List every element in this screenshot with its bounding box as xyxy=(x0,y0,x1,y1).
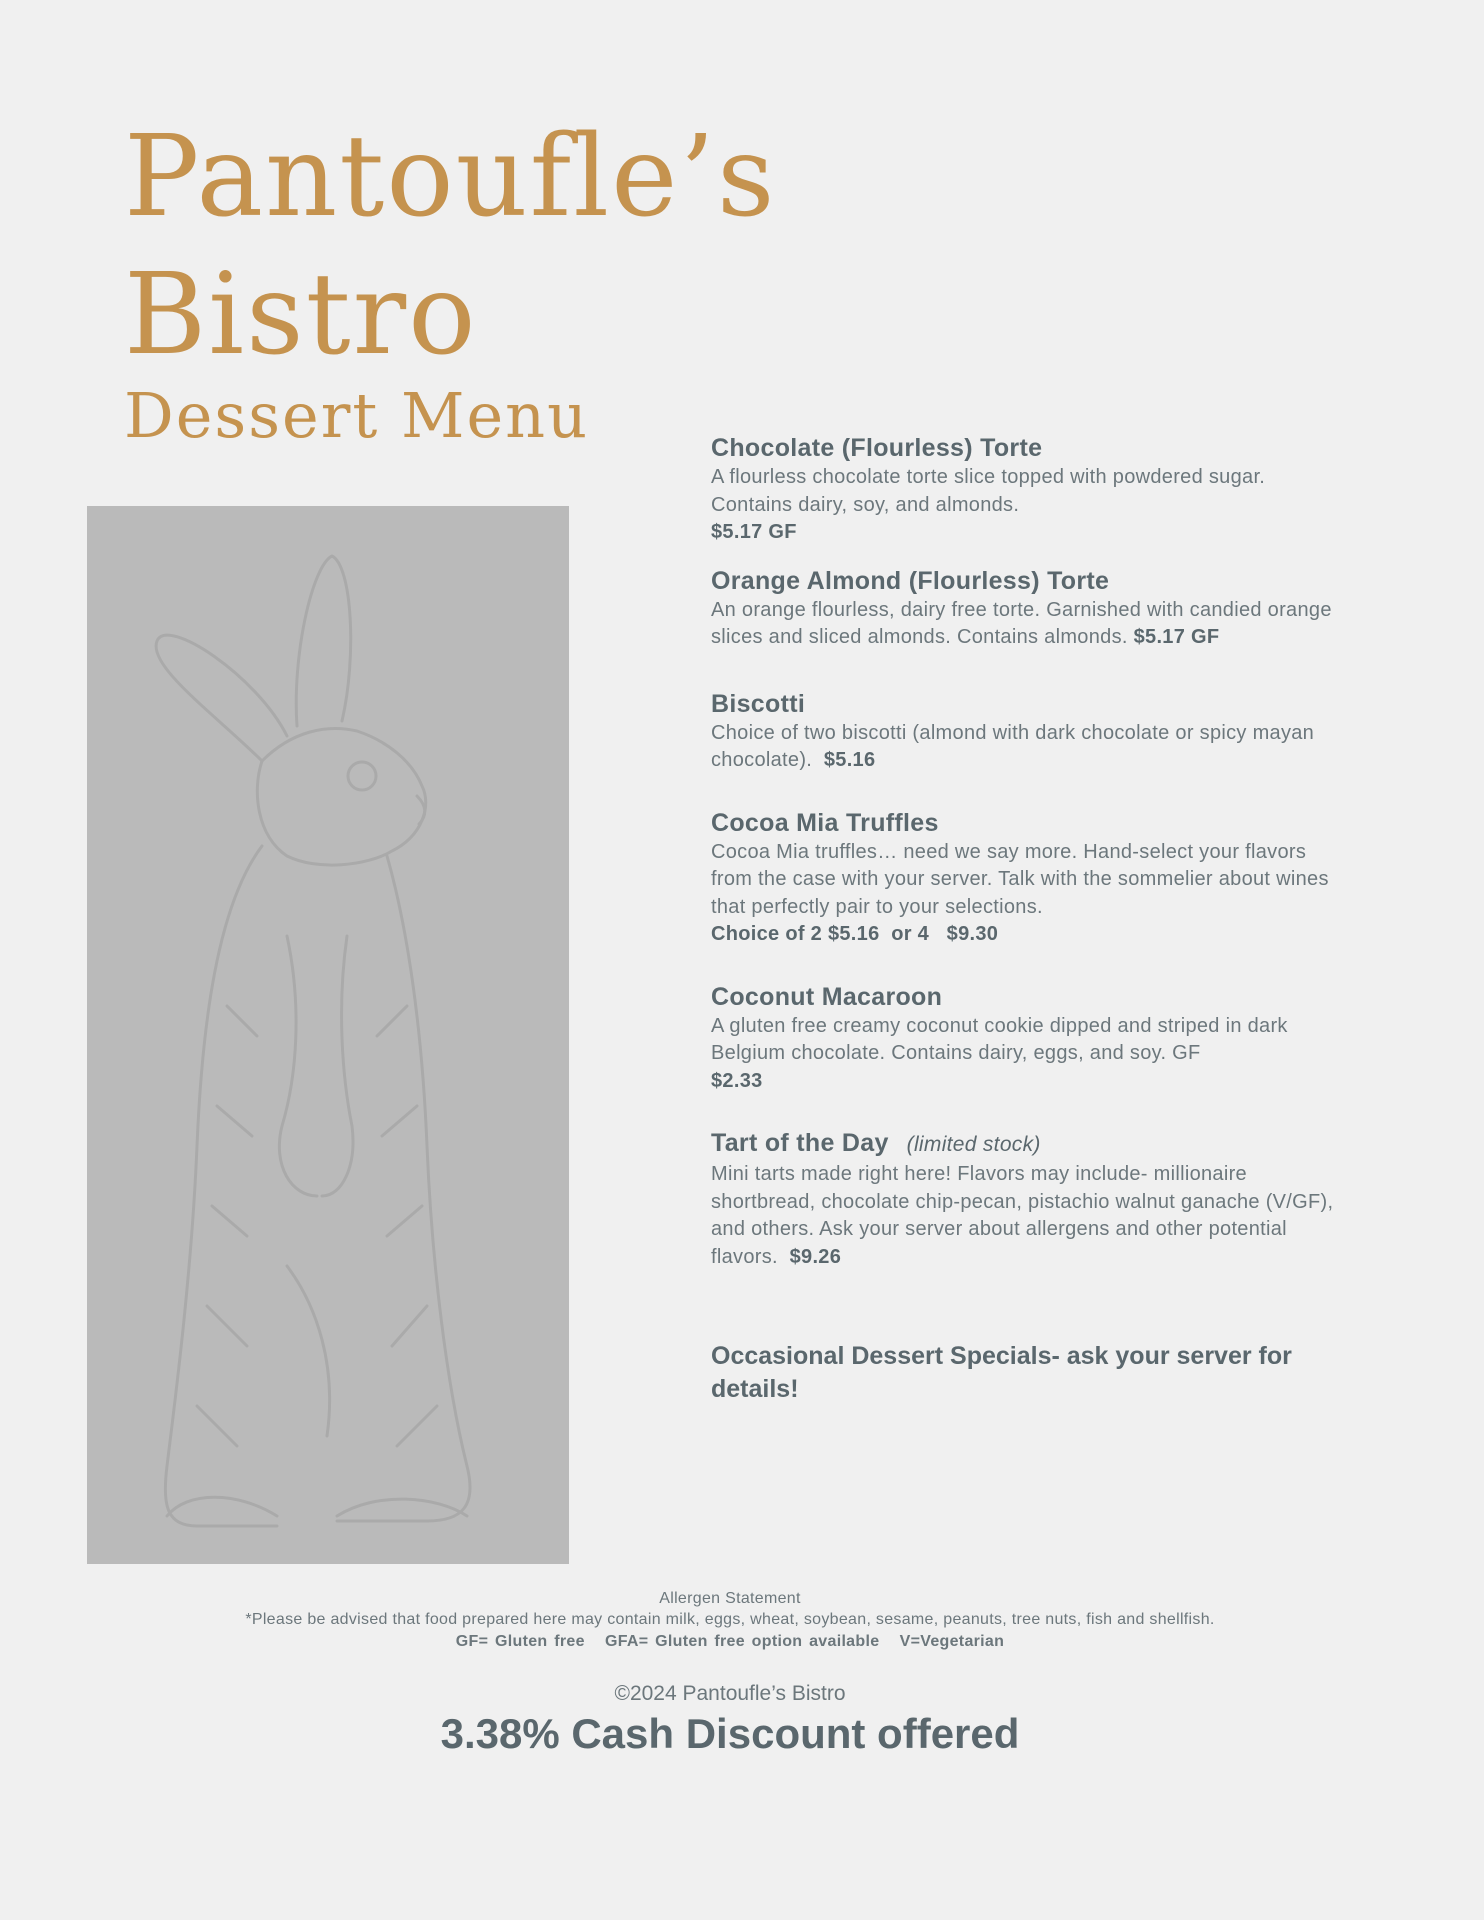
menu-item xyxy=(711,981,1351,1096)
menu-item-price: $9.26 xyxy=(789,1245,842,1268)
menu-item-note: (limited stock) xyxy=(906,1133,1041,1156)
menu-item xyxy=(711,688,1351,775)
menu-item-price: $5.16 xyxy=(823,749,876,771)
title-line-2: Bistro xyxy=(124,250,478,380)
menu-item-price: $5.17 GF xyxy=(711,521,797,543)
menu-item-desc-text: Mini tarts made right here! Flavors may include- millionaire shortbread, chocolate chip-pecan, pistachio walnut ganache (V/GF), and others. Ask your server about allergens and other potential flavors. xyxy=(711,1163,1334,1268)
rabbit-illustration xyxy=(87,506,569,1564)
allergen-statement: *Please be advised that food prepared here may contain milk, eggs, wheat, soybean, sesame, peanuts, tree nuts, fish and shellfish. xyxy=(245,1611,1215,1628)
menu-item xyxy=(711,1127,1351,1271)
restaurant-title xyxy=(124,108,776,384)
menu-item-name: Orange Almond (Flourless) Torte xyxy=(711,566,1110,595)
specials-note: Occasional Dessert Specials- ask your server for details! xyxy=(711,1342,1292,1403)
menu-item-description xyxy=(711,597,1351,652)
menu-item-name: Biscotti xyxy=(711,689,806,718)
menu-item-name: Cocoa Mia Truffles xyxy=(711,808,939,837)
menu-item-price: $2.33 xyxy=(711,1069,763,1092)
menu-item-price: $5.17 GF xyxy=(1133,626,1220,648)
menu-item-description xyxy=(711,464,1351,547)
menu-item-price: Choice of 2 $5.16 or 4 $9.30 xyxy=(711,923,999,945)
diet-legend: GF= Gluten free GFA= Gluten free option available V=Vegetarian xyxy=(455,1633,1005,1650)
menu-item xyxy=(711,807,1351,949)
menu-item-desc-text: A gluten free creamy coconut cookie dipped and striped in dark Belgium chocolate. Contains dairy, eggs, and soy. GF xyxy=(711,1014,1288,1064)
menu-item-description xyxy=(711,1013,1351,1096)
rabbit-sketch-icon xyxy=(87,506,569,1564)
copyright: ©2024 Pantoufle’s Bistro xyxy=(614,1682,846,1705)
title-line-1: Pantoufle’s xyxy=(124,112,777,242)
menu-item-desc-text: A flourless chocolate torte slice topped with powdered sugar. Contains dairy, soy, and almonds. xyxy=(711,466,1266,516)
menu-item-name: Tart of the Day xyxy=(711,1129,889,1157)
menu-item-name: Chocolate (Flourless) Torte xyxy=(711,434,1043,462)
menu-item-description xyxy=(711,1161,1351,1271)
allergen-title: Allergen Statement xyxy=(659,1590,801,1607)
menu-item xyxy=(711,565,1351,652)
menu-item xyxy=(711,432,1351,547)
cash-discount-note: 3.38% Cash Discount offered xyxy=(440,1710,1020,1757)
menu-item-description xyxy=(711,720,1351,775)
menu-item-desc-text: Cocoa Mia truffles… need we say more. Hand-select your flavors from the case with your server. Talk with the sommelier about wines that perfectly pair to your selections. xyxy=(711,840,1329,918)
menu-item-description xyxy=(711,839,1351,949)
menu-item-name: Coconut Macaroon xyxy=(711,982,943,1011)
menu-subtitle: Dessert Menu xyxy=(124,379,590,452)
menu-item-desc-text: An orange flourless, dairy free torte. Garnished with candied orange slices and sliced almonds. Contains almonds. xyxy=(711,598,1332,648)
dessert-list xyxy=(711,432,1351,1271)
menu-item-desc-text: Choice of two biscotti (almond with dark chocolate or spicy mayan chocolate). xyxy=(711,721,1315,771)
menu-item-name-row xyxy=(711,1127,1351,1161)
